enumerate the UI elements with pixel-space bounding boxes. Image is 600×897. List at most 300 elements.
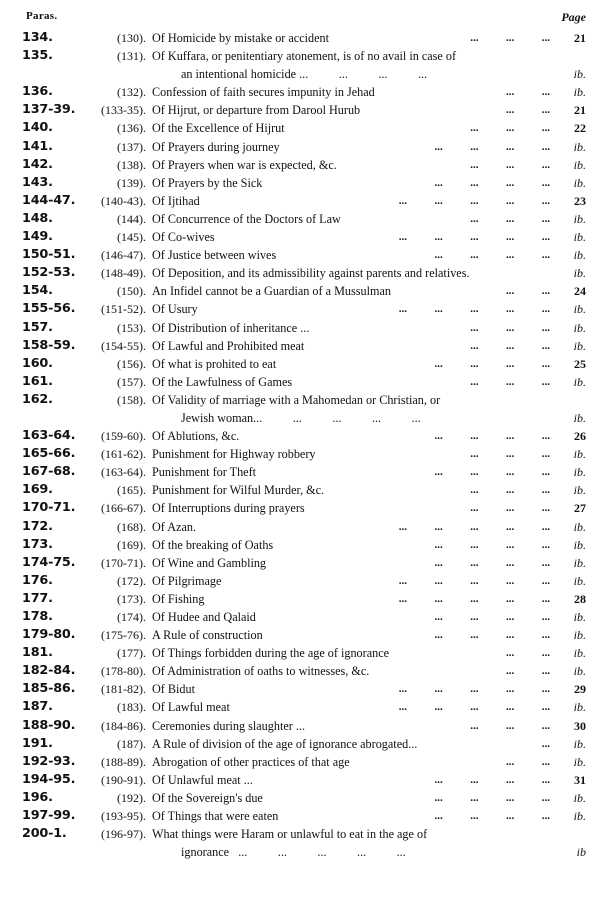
entry-title: Of Things forbidden during the age of ignorance: [152, 646, 390, 661]
entry-row: [0, 174, 600, 192]
entry-row: [0, 698, 600, 716]
leader-dots: ... ... ... ...: [434, 629, 550, 642]
entry-row: [0, 445, 600, 463]
entry-title: Of Hijrut, or departure from Darool Hurub: [152, 103, 361, 118]
contents-entry: [0, 536, 600, 554]
leader-dots: ... ... ... ... ...: [398, 194, 550, 207]
paragraph-number: 152-53.: [22, 265, 76, 281]
paragraph-number: 194-95.: [22, 771, 76, 787]
paragraph-number: 163-64.: [22, 428, 76, 444]
entry-row: [0, 246, 600, 264]
section-number: (146-47).: [101, 248, 146, 263]
entry-row: [0, 29, 600, 47]
page-number: ib.: [573, 610, 586, 624]
contents-entry: [0, 445, 600, 463]
entry-row: [0, 119, 600, 137]
paragraph-number: 176.: [22, 572, 53, 588]
page-number: ib.: [573, 790, 586, 805]
page-number: 26: [574, 429, 586, 444]
page-number: 22: [574, 121, 586, 136]
page-number: 27: [574, 501, 586, 516]
paragraph-number: 137-39.: [22, 102, 76, 118]
page-number: ib.: [573, 211, 586, 226]
page-number: ib.: [573, 700, 586, 715]
entry-row: [0, 626, 600, 644]
entry-title: Punishment for Wilful Murder, &c.: [152, 483, 325, 498]
paragraph-number: 191.: [22, 735, 53, 751]
entry-row: [0, 210, 600, 228]
page-number: ib.: [573, 519, 586, 534]
contents-entry: [0, 156, 600, 174]
entry-title: Of what is prohited to eat: [152, 356, 277, 371]
leader-dots: ... ... ...: [470, 502, 550, 515]
paragraph-number: 154.: [22, 283, 53, 299]
page-number: 21: [574, 31, 586, 45]
leader-dots: ... ... ...: [470, 212, 550, 225]
page-number: ib.: [573, 809, 586, 824]
entry-row: [0, 518, 600, 536]
section-number: (137).: [117, 139, 146, 154]
entry-row: [0, 300, 600, 318]
paragraph-number: 167-68.: [22, 464, 76, 480]
leader-dots: ... ... ...: [470, 158, 550, 171]
section-number: (148-49).: [101, 266, 146, 281]
entry-title: Of the Excellence of Hijrut: [152, 121, 285, 136]
entry-row: [0, 138, 600, 156]
page-number: ib.: [573, 573, 586, 588]
page-number: ib.: [573, 736, 586, 751]
leader-dots: ... ... ...: [470, 719, 550, 732]
entry-row: [0, 717, 600, 735]
entry-title: Of Lawful meat: [152, 700, 230, 715]
entry-title: Of Deposition, and its admissibility against parents and relatives.: [152, 266, 470, 281]
leader-dots: ... ... ... ... ...: [398, 574, 550, 587]
contents-entry: [0, 662, 600, 680]
section-number: (159-60).: [101, 429, 146, 444]
entry-row: [0, 590, 600, 608]
entry-row: [0, 662, 600, 680]
entry-row: [0, 789, 600, 807]
page-number: 23: [574, 193, 586, 208]
paragraph-number: 165-66.: [22, 446, 76, 462]
contents-entry: [0, 373, 600, 391]
paragraph-number: 158-59.: [22, 337, 76, 353]
entry-row: [0, 735, 600, 753]
entry-row: [0, 391, 600, 409]
section-number: (131).: [117, 49, 146, 64]
page-number: 21: [574, 103, 586, 118]
paragraph-number: 179-80.: [22, 627, 76, 643]
entry-continuation-row: [0, 843, 600, 861]
contents-entry: [0, 427, 600, 445]
contents-entry: [0, 101, 600, 119]
leader-dots: ... ... ... ...: [434, 773, 550, 786]
page-number: ib.: [573, 483, 586, 498]
section-number: (156).: [117, 356, 146, 371]
entry-title: Abrogation of other practices of that age: [152, 754, 350, 769]
paragraph-number: 197-99.: [22, 808, 76, 824]
entry-title-continuation: an intentional homicide ... ... ... ...: [181, 67, 428, 82]
leader-dots: ... ... ... ...: [434, 430, 550, 443]
entry-title: Of Lawful and Prohibited meat: [152, 338, 305, 353]
section-number: (168).: [117, 519, 146, 534]
section-number: (170-71).: [101, 555, 146, 570]
page-number: ib: [576, 845, 586, 860]
leader-dots: ... ... ... ...: [434, 810, 550, 823]
entry-title: Of the Lawfulness of Games: [152, 374, 293, 389]
entry-title: Of the Sovereign's due: [152, 790, 263, 805]
entry-title: Of Ijtihad: [152, 193, 200, 208]
leader-dots: ... ... ...: [470, 122, 550, 135]
page-number: ib.: [573, 664, 586, 679]
entry-title: Punishment for Highway robbery: [152, 447, 316, 462]
entry-title: What things were Haram or unlawful to eat in the age of: [152, 827, 428, 842]
section-number: (174).: [117, 610, 146, 624]
entry-title: Of Unlawful meat ...: [152, 772, 253, 787]
paragraph-number: 172.: [22, 518, 53, 534]
page-number: ib.: [573, 302, 586, 317]
entry-row: [0, 608, 600, 626]
paragraph-number: 178.: [22, 609, 53, 624]
leader-dots: ... ... ... ... ...: [398, 683, 550, 696]
entry-row: [0, 463, 600, 481]
leader-dots: ... ... ...: [470, 484, 550, 497]
contents-entry: [0, 210, 600, 228]
leader-dots: ... ... ... ... ...: [398, 592, 550, 605]
paragraph-number: 150-51.: [22, 247, 76, 263]
contents-entry: [0, 717, 600, 735]
section-number: (139).: [117, 175, 146, 190]
entry-title: Of Azan.: [152, 519, 196, 534]
section-number: (161-62).: [101, 447, 146, 462]
contents-list: [0, 29, 600, 861]
contents-entry: [0, 771, 600, 789]
section-number: (177).: [117, 646, 146, 661]
contents-entry: [0, 698, 600, 716]
section-number: (133-35).: [101, 103, 146, 118]
entry-title: Of Administration of oaths to witnesses, &c.: [152, 664, 370, 679]
contents-entry: [0, 192, 600, 210]
entry-row: [0, 282, 600, 300]
leader-dots: ... ...: [506, 665, 550, 678]
entry-title: Of Prayers by the Sick: [152, 175, 263, 190]
entry-title-continuation: Jewish woman... ... ... ... ...: [181, 410, 421, 425]
paragraph-number: 200-1.: [22, 826, 67, 842]
leader-dots: ... ...: [506, 755, 550, 768]
leader-dots: ... ... ...: [470, 32, 550, 44]
page-number: 30: [574, 718, 586, 733]
entry-title: Of Justice between wives: [152, 248, 277, 263]
paragraph-number: 140.: [22, 120, 53, 136]
contents-entry: [0, 282, 600, 300]
entry-title: Of Prayers when war is expected, &c.: [152, 157, 337, 172]
section-number: (175-76).: [101, 628, 146, 643]
entry-row: [0, 373, 600, 391]
page-number: ib.: [573, 447, 586, 462]
entry-title: A Rule of construction: [152, 628, 263, 643]
section-number: (163-64).: [101, 465, 146, 480]
contents-entry: [0, 608, 600, 626]
entry-title: Of Concurrence of the Doctors of Law: [152, 211, 341, 226]
section-number: (184-86).: [101, 718, 146, 733]
entry-title: Of Homicide by mistake or accident: [152, 31, 329, 45]
paragraph-number: 162.: [22, 391, 53, 407]
section-number: (130).: [117, 31, 146, 45]
leader-dots: ... ... ... ...: [434, 176, 550, 189]
leader-dots: ... ... ... ...: [434, 466, 550, 479]
paragraph-number: 135.: [22, 48, 53, 64]
contents-entry: [0, 644, 600, 662]
paragraph-number: 161.: [22, 373, 53, 389]
entry-row: [0, 156, 600, 174]
entry-row: [0, 481, 600, 499]
page-column-header: Page: [561, 10, 586, 24]
section-number: (150).: [117, 284, 146, 299]
contents-entry: [0, 481, 600, 499]
paragraph-number: 173.: [22, 536, 53, 552]
page-number: ib.: [573, 628, 586, 643]
paragraph-number: 149.: [22, 229, 53, 245]
entry-title: Of Prayers during journey: [152, 139, 280, 154]
entry-row: [0, 101, 600, 119]
entry-title: Of Co-wives: [152, 230, 215, 245]
contents-entry: [0, 753, 600, 771]
section-number: (145).: [117, 230, 146, 245]
contents-entry: [0, 228, 600, 246]
paragraph-number: 134.: [22, 30, 53, 45]
page-number: ib.: [573, 465, 586, 480]
page-number: 29: [574, 682, 586, 697]
leader-dots: ... ... ... ... ...: [398, 520, 550, 533]
contents-entry: [0, 264, 600, 282]
contents-entry: [0, 391, 600, 427]
contents-entry: [0, 789, 600, 807]
page-number: ib.: [573, 410, 586, 425]
section-number: (193-95).: [101, 809, 146, 824]
page-number: 25: [574, 356, 586, 371]
section-number: (154-55).: [101, 338, 146, 353]
section-number: (192).: [117, 790, 146, 805]
paragraph-number: 174-75.: [22, 554, 76, 570]
contents-entry: [0, 174, 600, 192]
page-number: ib.: [573, 266, 586, 281]
entry-title: Of Interruptions during prayers: [152, 501, 305, 516]
contents-entry: [0, 138, 600, 156]
section-number: (158).: [117, 392, 146, 407]
page-number: 31: [574, 772, 586, 787]
paragraph-number: 143.: [22, 174, 53, 190]
paragraph-number: 192-93.: [22, 753, 76, 769]
section-number: (136).: [117, 121, 146, 136]
paragraph-number: 169.: [22, 482, 53, 498]
entry-row: [0, 319, 600, 337]
contents-entry: [0, 825, 600, 861]
entry-title: Of Distribution of inheritance ...: [152, 320, 310, 335]
contents-entry: [0, 319, 600, 337]
entry-row: [0, 427, 600, 445]
contents-entry: [0, 29, 600, 47]
contents-entry: [0, 83, 600, 101]
leader-dots: ... ... ... ...: [434, 249, 550, 262]
entry-row: [0, 572, 600, 590]
contents-entry: [0, 518, 600, 536]
entry-title: A Rule of division of the age of ignorance abrogated...: [152, 736, 418, 751]
leader-dots: ... ...: [506, 104, 550, 117]
paragraph-number: 160.: [22, 355, 53, 371]
page-number: ib.: [573, 175, 586, 190]
entry-title: Confession of faith secures impunity in Jehad: [152, 85, 375, 100]
contents-entry: [0, 337, 600, 355]
entry-title: Of Hudee and Qalaid: [152, 610, 256, 624]
entry-row: [0, 644, 600, 662]
entry-title: Of the breaking of Oaths: [152, 537, 274, 552]
entry-row: [0, 83, 600, 101]
entry-title: Of Wine and Gambling: [152, 555, 267, 570]
paragraph-number: 188-90.: [22, 717, 76, 733]
entry-continuation-row: [0, 409, 600, 427]
contents-entry: [0, 554, 600, 572]
section-number: (151-52).: [101, 302, 146, 317]
paragraph-number: 136.: [22, 84, 53, 100]
entry-title: Of Pilgrimage: [152, 573, 222, 588]
contents-entry: [0, 47, 600, 83]
leader-dots: ... ... ... ... ...: [398, 701, 550, 714]
page-number: ib.: [573, 338, 586, 353]
section-number: (166-67).: [101, 501, 146, 516]
leader-dots: ... ...: [506, 86, 550, 99]
paragraph-number: 144-47.: [22, 192, 76, 208]
entry-row: [0, 355, 600, 373]
entry-title: Of Ablutions, &c.: [152, 429, 240, 444]
entry-title: Of Fishing: [152, 591, 205, 606]
section-number: (140-43).: [101, 193, 146, 208]
page-number: ib.: [573, 555, 586, 570]
entry-row: [0, 680, 600, 698]
section-number: (188-89).: [101, 754, 146, 769]
contents-entry: [0, 735, 600, 753]
section-number: (187).: [117, 736, 146, 751]
section-number: (132).: [117, 85, 146, 100]
page-number: 28: [574, 591, 586, 606]
page-number: ib.: [573, 157, 586, 172]
contents-entry: [0, 680, 600, 698]
contents-entry: [0, 355, 600, 373]
paragraph-number: 170-71.: [22, 500, 76, 516]
entry-title: Punishment for Theft: [152, 465, 257, 480]
section-number: (153).: [117, 320, 146, 335]
paragraph-number: 196.: [22, 789, 53, 805]
section-number: (144).: [117, 211, 146, 226]
page-number: ib.: [573, 537, 586, 552]
paragraph-number: 177.: [22, 590, 53, 606]
page-number: ib.: [573, 754, 586, 769]
section-number: (178-80).: [101, 664, 146, 679]
contents-entry: [0, 807, 600, 825]
entry-title: Of Things that were eaten: [152, 809, 279, 824]
section-number: (190-91).: [101, 772, 146, 787]
page-number: ib.: [573, 230, 586, 245]
contents-entry: [0, 590, 600, 608]
paragraph-number: 185-86.: [22, 681, 76, 697]
leader-dots: ... ... ... ...: [434, 611, 550, 623]
leader-dots: ... ... ...: [470, 448, 550, 461]
entry-row: [0, 825, 600, 843]
leader-dots: ... ... ... ...: [434, 538, 550, 551]
entry-row: [0, 264, 600, 282]
section-number: (172).: [117, 573, 146, 588]
entry-row: [0, 554, 600, 572]
entry-row: [0, 337, 600, 355]
section-number: (196-97).: [101, 827, 146, 842]
entry-title: Ceremonies during slaughter ...: [152, 718, 305, 733]
leader-dots: ... ...: [506, 285, 550, 298]
leader-dots: ... ... ... ... ...: [398, 231, 550, 244]
paragraph-number: 142.: [22, 156, 53, 172]
paragraph-number: 141.: [22, 138, 53, 154]
page-number: ib.: [573, 248, 586, 263]
entry-row: [0, 228, 600, 246]
page-number: ib.: [573, 320, 586, 335]
page-number: ib.: [573, 139, 586, 154]
paragraph-number: 148.: [22, 210, 53, 226]
section-number: (157).: [117, 374, 146, 389]
entry-row: [0, 536, 600, 554]
leader-dots: ...: [541, 737, 550, 750]
contents-entry: [0, 572, 600, 590]
page-number: 24: [574, 284, 586, 299]
contents-entry: [0, 246, 600, 264]
entry-title: An Infidel cannot be a Guardian of a Mussulman: [152, 284, 391, 299]
entry-row: [0, 47, 600, 65]
section-number: (165).: [117, 483, 146, 498]
entry-row: [0, 192, 600, 210]
leader-dots: ... ... ... ...: [434, 556, 550, 569]
contents-entry: [0, 463, 600, 481]
contents-entry: [0, 499, 600, 517]
page-number: ib.: [573, 374, 586, 389]
leader-dots: ... ... ... ...: [434, 357, 550, 370]
section-number: (181-82).: [101, 682, 146, 697]
page-number: ib.: [573, 646, 586, 661]
paragraph-number: 157.: [22, 319, 53, 335]
entry-title: Of Validity of marriage with a Mahomedan or Christian, or: [152, 392, 441, 407]
paragraph-number: 187.: [22, 699, 53, 715]
leader-dots: ... ... ... ... ...: [398, 303, 550, 316]
contents-entry: [0, 300, 600, 318]
contents-entry: [0, 626, 600, 644]
page-number: ib.: [573, 67, 586, 82]
paragraph-number: 182-84.: [22, 663, 76, 679]
section-number: (138).: [117, 157, 146, 172]
leader-dots: ... ...: [506, 647, 550, 660]
paras-column-header: Paras.: [26, 10, 58, 22]
section-number: (183).: [117, 700, 146, 715]
entry-row: [0, 753, 600, 771]
section-number: (173).: [117, 591, 146, 606]
leader-dots: ... ... ...: [470, 375, 550, 388]
leader-dots: ... ... ...: [470, 339, 550, 352]
leader-dots: ... ... ...: [470, 321, 550, 334]
entry-title: Of Kuffara, or penitentiary atonement, is of no avail in case of: [152, 49, 457, 64]
entry-title-continuation: ignorance ... ... ... ... ...: [181, 845, 406, 860]
entry-row: [0, 499, 600, 517]
leader-dots: ... ... ... ...: [434, 140, 550, 153]
entry-row: [0, 807, 600, 825]
entry-continuation-row: [0, 65, 600, 83]
paragraph-number: 181.: [22, 645, 53, 661]
page-number: ib.: [573, 85, 586, 100]
entry-title: Of Bidut: [152, 682, 195, 697]
